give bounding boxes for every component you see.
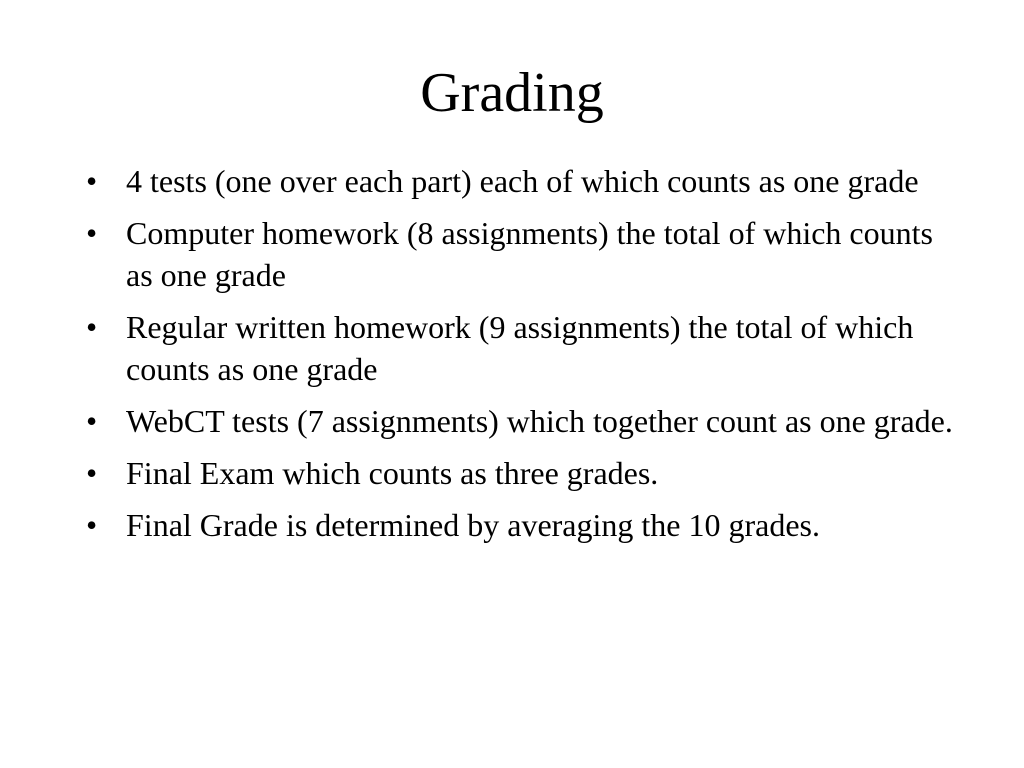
bullet-item xyxy=(86,504,956,546)
bullet-text: Final Grade is determined by averaging the 10 grades. xyxy=(126,507,820,543)
slide-title: Grading xyxy=(420,62,604,124)
bullet-text: 4 tests (one over each part) each of which counts as one grade xyxy=(126,163,919,199)
bullet-icon: • xyxy=(86,403,98,439)
bullet-item xyxy=(86,400,956,442)
bullet-text: Computer homework (8 assignments) the total of which counts as one grade xyxy=(126,215,933,293)
bullet-icon: • xyxy=(86,507,98,543)
bullet-item xyxy=(86,452,956,494)
bullet-item xyxy=(86,160,956,202)
bullet-icon: • xyxy=(86,455,98,491)
bullet-icon: • xyxy=(86,163,98,199)
bullet-icon: • xyxy=(86,309,98,345)
bullet-icon: • xyxy=(86,215,98,251)
bullet-text: Final Exam which counts as three grades. xyxy=(126,455,659,491)
bullet-text: Regular written homework (9 assignments) the total of which counts as one grade xyxy=(126,309,914,387)
bullet-list xyxy=(86,160,956,556)
bullet-item xyxy=(86,212,956,296)
bullet-text: WebCT tests (7 assignments) which together count as one grade. xyxy=(126,403,953,439)
bullet-item xyxy=(86,306,956,390)
